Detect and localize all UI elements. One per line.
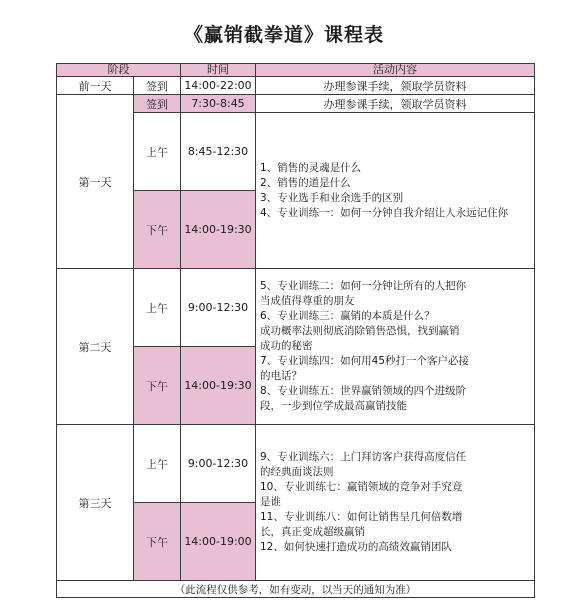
content-line: 当成值得尊重的朋友 xyxy=(260,295,355,307)
content-line: 2、销售的道是什么 xyxy=(260,176,351,189)
content-line: 的经典面谈法则 xyxy=(260,466,334,478)
session-cell: 签到 xyxy=(134,95,181,113)
content-cell xyxy=(256,425,535,581)
session-cell: 签到 xyxy=(134,77,181,95)
session-cell: 上午 xyxy=(134,425,181,503)
content-line: 4、专业训练一：如何一分钟自我介绍让人永远记住你 xyxy=(260,206,509,219)
content-line: 段，一步到位学成最高赢销技能 xyxy=(260,400,407,412)
content-line: 3、专业选手和业余选手的区别 xyxy=(260,191,404,204)
table-row xyxy=(57,269,535,347)
content-line: 7、专业训练四：如何用45秒打一个客户必接 xyxy=(260,355,470,367)
header-stage: 阶段 xyxy=(57,64,181,77)
content-line: 长，真正变成超级赢销 xyxy=(260,526,365,538)
header-content: 活动内容 xyxy=(256,64,535,77)
content-line: 成功的秘密 xyxy=(260,340,313,352)
session-cell: 下午 xyxy=(134,503,181,581)
content-cell: 办理参课手续，领取学员资料 xyxy=(256,77,535,95)
content-line: 11、专业训练八：如何让销售呈几何倍数增 xyxy=(260,511,463,523)
footer-note: （此流程仅供参考，如有变动，以当天的通知为准） xyxy=(57,581,535,598)
content-line: 1、销售的灵魂是什么 xyxy=(260,161,362,174)
time-cell: 7:30-8:45 xyxy=(181,95,256,113)
content-line: 成功概率法则彻底消除销售恐惧，找到赢销 xyxy=(260,325,460,337)
content-cell: 办理参课手续，领取学员资料 xyxy=(256,95,535,113)
session-cell: 下午 xyxy=(134,191,181,269)
day-cell: 第三天 xyxy=(57,425,134,581)
page-title: 《赢销截拳道》课程表 xyxy=(183,24,384,46)
day-cell: 第一天 xyxy=(57,95,134,269)
content-line: 是谁 xyxy=(260,496,281,508)
time-cell: 8:45-12:30 xyxy=(181,113,256,191)
content-line: 12、如何快速打造成功的高绩效赢销团队 xyxy=(260,541,452,553)
content-line: 5、专业训练二：如何一分钟让所有的人把你 xyxy=(260,280,467,292)
day-cell: 前一天 xyxy=(57,77,134,95)
time-cell: 9:00-12:30 xyxy=(181,269,256,347)
session-cell: 上午 xyxy=(134,113,181,191)
content-cell xyxy=(256,113,535,269)
day-cell: 第二天 xyxy=(57,269,134,425)
time-cell: 14:00-19:30 xyxy=(181,191,256,269)
time-cell: 14:00-19:00 xyxy=(181,503,256,581)
table-row xyxy=(57,425,535,503)
time-cell: 14:00-22:00 xyxy=(181,77,256,95)
table-row xyxy=(57,95,535,113)
time-cell: 9:00-12:30 xyxy=(181,425,256,503)
session-cell: 上午 xyxy=(134,269,181,347)
content-line: 9、专业训练六：上门拜访客户获得高度信任 xyxy=(260,451,467,463)
time-cell: 14:00-19:30 xyxy=(181,347,256,425)
content-line: 8、专业训练五：世界赢销领域的四个进级阶 xyxy=(260,385,467,397)
content-cell xyxy=(256,269,535,425)
table-footer-row xyxy=(57,581,535,598)
content-line: 6、专业训练三：赢销的本质是什么？ xyxy=(260,310,435,322)
content-line: 10、专业训练七：赢销领域的竞争对手究竟 xyxy=(260,481,463,493)
session-cell: 下午 xyxy=(134,347,181,425)
content-line: 的电话？ xyxy=(260,370,302,382)
header-time: 时间 xyxy=(181,64,256,77)
table-header-row xyxy=(57,64,535,77)
table-row xyxy=(57,77,535,95)
schedule-table xyxy=(56,63,535,598)
